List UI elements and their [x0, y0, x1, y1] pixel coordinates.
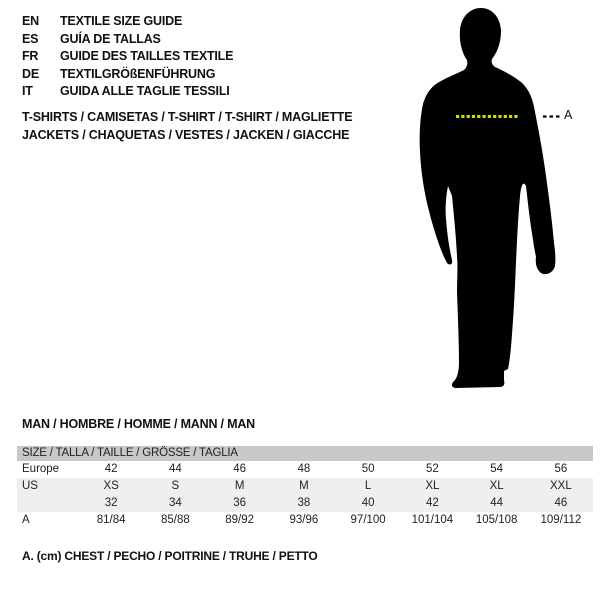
- man-silhouette-figure: [415, 5, 580, 395]
- table-cell: M: [299, 480, 309, 492]
- language-label: TEXTILGRÖßENFÜHRUNG: [60, 66, 216, 81]
- row-label: Europe: [22, 463, 60, 475]
- language-row-it: [22, 83, 233, 101]
- category-lines: [22, 109, 352, 144]
- language-row-de: [22, 66, 233, 84]
- language-label: TEXTILE SIZE GUIDE: [60, 14, 183, 28]
- table-cell: 89/92: [225, 514, 255, 526]
- table-cell: 44: [168, 463, 182, 475]
- table-cell: M: [234, 480, 245, 492]
- size-table: [17, 446, 593, 529]
- table-cell: 46: [554, 497, 568, 509]
- table-cell: XS: [103, 480, 119, 492]
- language-label: GUIDA ALLE TAGLIE TESSILI: [60, 84, 230, 99]
- table-cell: 97/100: [350, 514, 386, 526]
- language-code: FR: [22, 49, 39, 64]
- language-code: ES: [22, 31, 39, 46]
- table-cell: S: [171, 480, 180, 492]
- table-cell: 54: [490, 463, 504, 475]
- language-code: DE: [22, 66, 39, 81]
- footnote-chest: A. (cm) CHEST / PECHO / POITRINE / TRUHE / PETTO: [22, 549, 318, 563]
- measure-label-a: A: [564, 108, 573, 122]
- table-cell: XXL: [550, 480, 572, 492]
- table-row-us: [17, 478, 593, 495]
- table-cell: 32: [104, 497, 118, 509]
- language-label: GUÍA DE TALLAS: [60, 31, 161, 46]
- row-label: [17, 495, 79, 512]
- table-cell: XL: [489, 480, 504, 492]
- row-label: A: [22, 514, 30, 526]
- table-cell: 50: [361, 463, 375, 475]
- table-cell: 81/84: [96, 514, 126, 526]
- language-code: IT: [22, 84, 33, 99]
- table-cell: 42: [104, 463, 118, 475]
- language-label: GUIDE DES TAILLES TEXTILE: [60, 49, 234, 64]
- language-code: EN: [22, 14, 39, 28]
- table-cell: 101/104: [411, 514, 454, 526]
- table-cell: 38: [297, 497, 311, 509]
- table-cell: 44: [490, 497, 504, 509]
- section-title-man: MAN / HOMBRE / HOMME / MANN / MAN: [22, 417, 255, 431]
- table-cell: 105/108: [475, 514, 518, 526]
- table-cell: 46: [233, 463, 247, 475]
- language-row-en: [22, 13, 233, 31]
- table-cell: 42: [425, 497, 439, 509]
- table-cell: L: [364, 480, 372, 492]
- table-cell: 85/88: [160, 514, 190, 526]
- table-cell: 40: [361, 497, 375, 509]
- row-label: US: [22, 480, 38, 492]
- table-row-europe: [17, 461, 593, 478]
- table-cell: 34: [168, 497, 182, 509]
- man-silhouette-svg: [415, 5, 580, 395]
- table-cell: XL: [425, 480, 440, 492]
- man-silhouette-path: [420, 8, 556, 388]
- language-row-es: [22, 31, 233, 49]
- category-line-jackets: JACKETS / CHAQUETAS / VESTES / JACKEN / GIACCHE: [22, 127, 350, 142]
- table-cell: 56: [554, 463, 568, 475]
- table-cell: 109/112: [540, 514, 582, 526]
- table-cell: 93/96: [289, 514, 319, 526]
- table-row-us-numeric: [17, 495, 593, 512]
- size-table-header: SIZE / TALLA / TAILLE / GRÖSSE / TAGLIA: [17, 446, 593, 461]
- language-list: [22, 13, 233, 101]
- language-row-fr: [22, 48, 233, 66]
- table-cell: 48: [297, 463, 311, 475]
- category-line-tshirts: T-SHIRTS / CAMISETAS / T-SHIRT / T-SHIRT / MAGLIETTE: [22, 110, 353, 124]
- table-cell: 52: [425, 463, 439, 475]
- table-cell: 36: [233, 497, 247, 509]
- table-row-chest-a: [17, 512, 593, 529]
